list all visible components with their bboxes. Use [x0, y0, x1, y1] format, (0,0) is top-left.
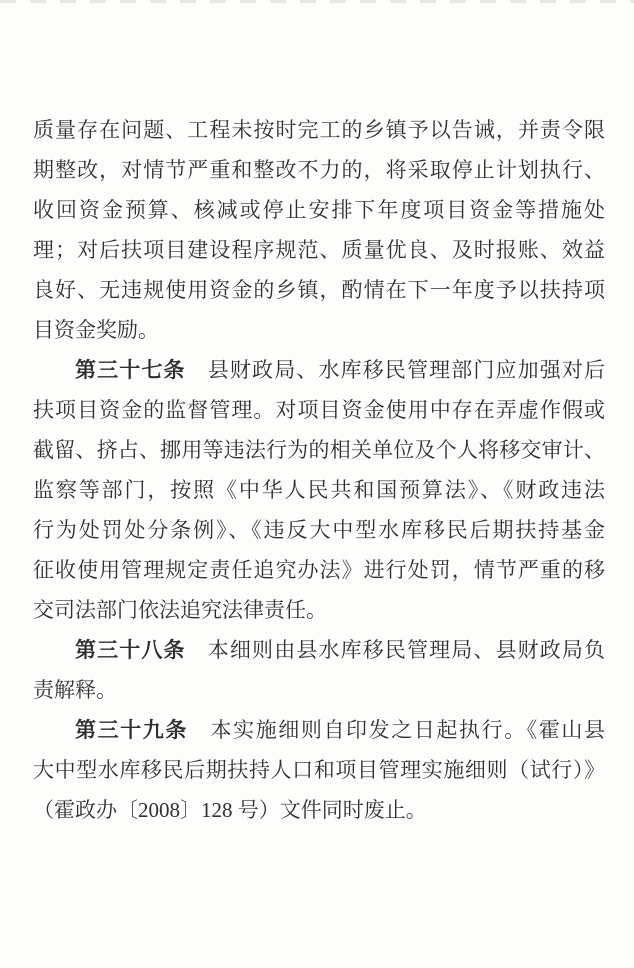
- text-line: [33, 670, 605, 710]
- article-gap: [188, 718, 211, 742]
- text-line: [33, 710, 605, 750]
- line-text: 扶项目资金的监督管理。对项目资金使用中存在弄虚作假或: [33, 398, 605, 422]
- text-line: [33, 310, 605, 350]
- line-text: （霍政办〔2008〕128 号）文件同时废止。: [33, 798, 427, 822]
- line-text: 截留、挤占、挪用等违法行为的相关单位及个人将移交审计、: [33, 438, 605, 462]
- line-text: 征收使用管理规定责任追究办法》进行处罚，情节严重的移: [33, 558, 605, 582]
- article-gap: [186, 358, 208, 382]
- line-text: 期整改，对情节严重和整改不力的，将采取停止计划执行、: [33, 158, 605, 182]
- text-line: [33, 590, 605, 630]
- text-line: [33, 230, 605, 270]
- line-text: 良好、无违规使用资金的乡镇，酌情在下一年度予以扶持项: [33, 278, 605, 302]
- article-gap: [186, 638, 208, 662]
- document-text-block: [33, 110, 605, 830]
- line-text: 行为处罚处分条例》、《违反大中型水库移民后期扶持基金: [33, 518, 605, 542]
- article-number: 第三十八条: [75, 638, 186, 662]
- text-line: [33, 550, 605, 590]
- text-line: [33, 510, 605, 550]
- article-number: 第三十七条: [75, 358, 186, 382]
- text-line: [33, 190, 605, 230]
- line-text: 本实施细则自印发之日起执行。《霍山县: [210, 718, 605, 742]
- line-text: 质量存在问题、工程未按时完工的乡镇予以告诫，并责令限: [33, 118, 605, 142]
- text-line: [33, 350, 605, 390]
- line-text: 本细则由县水库移民管理局、县财政局负: [207, 638, 605, 662]
- text-line: [33, 750, 605, 790]
- line-text: 交司法部门依法追究法律责任。: [33, 598, 327, 622]
- line-text: 责解释。: [33, 678, 117, 702]
- line-text: 大中型水库移民后期扶持人口和项目管理实施细则（试行）》: [33, 758, 605, 782]
- scan-artifact-top: [0, 0, 634, 3]
- text-line: [33, 430, 605, 470]
- text-line: [33, 390, 605, 430]
- line-text: 目资金奖励。: [33, 318, 159, 342]
- text-line: [33, 790, 605, 830]
- article-number: 第三十九条: [75, 718, 188, 742]
- line-text: 理；对后扶项目建设程序规范、质量优良、及时报账、效益: [33, 238, 605, 262]
- text-line: [33, 630, 605, 670]
- line-text: 县财政局、水库移民管理部门应加强对后: [207, 358, 605, 382]
- line-text: 监察等部门，按照《中华人民共和国预算法》、《财政违法: [33, 478, 605, 502]
- text-line: [33, 110, 605, 150]
- text-line: [33, 150, 605, 190]
- text-line: [33, 470, 605, 510]
- text-line: [33, 270, 605, 310]
- line-text: 收回资金预算、核减或停止安排下年度项目资金等措施处: [33, 198, 605, 222]
